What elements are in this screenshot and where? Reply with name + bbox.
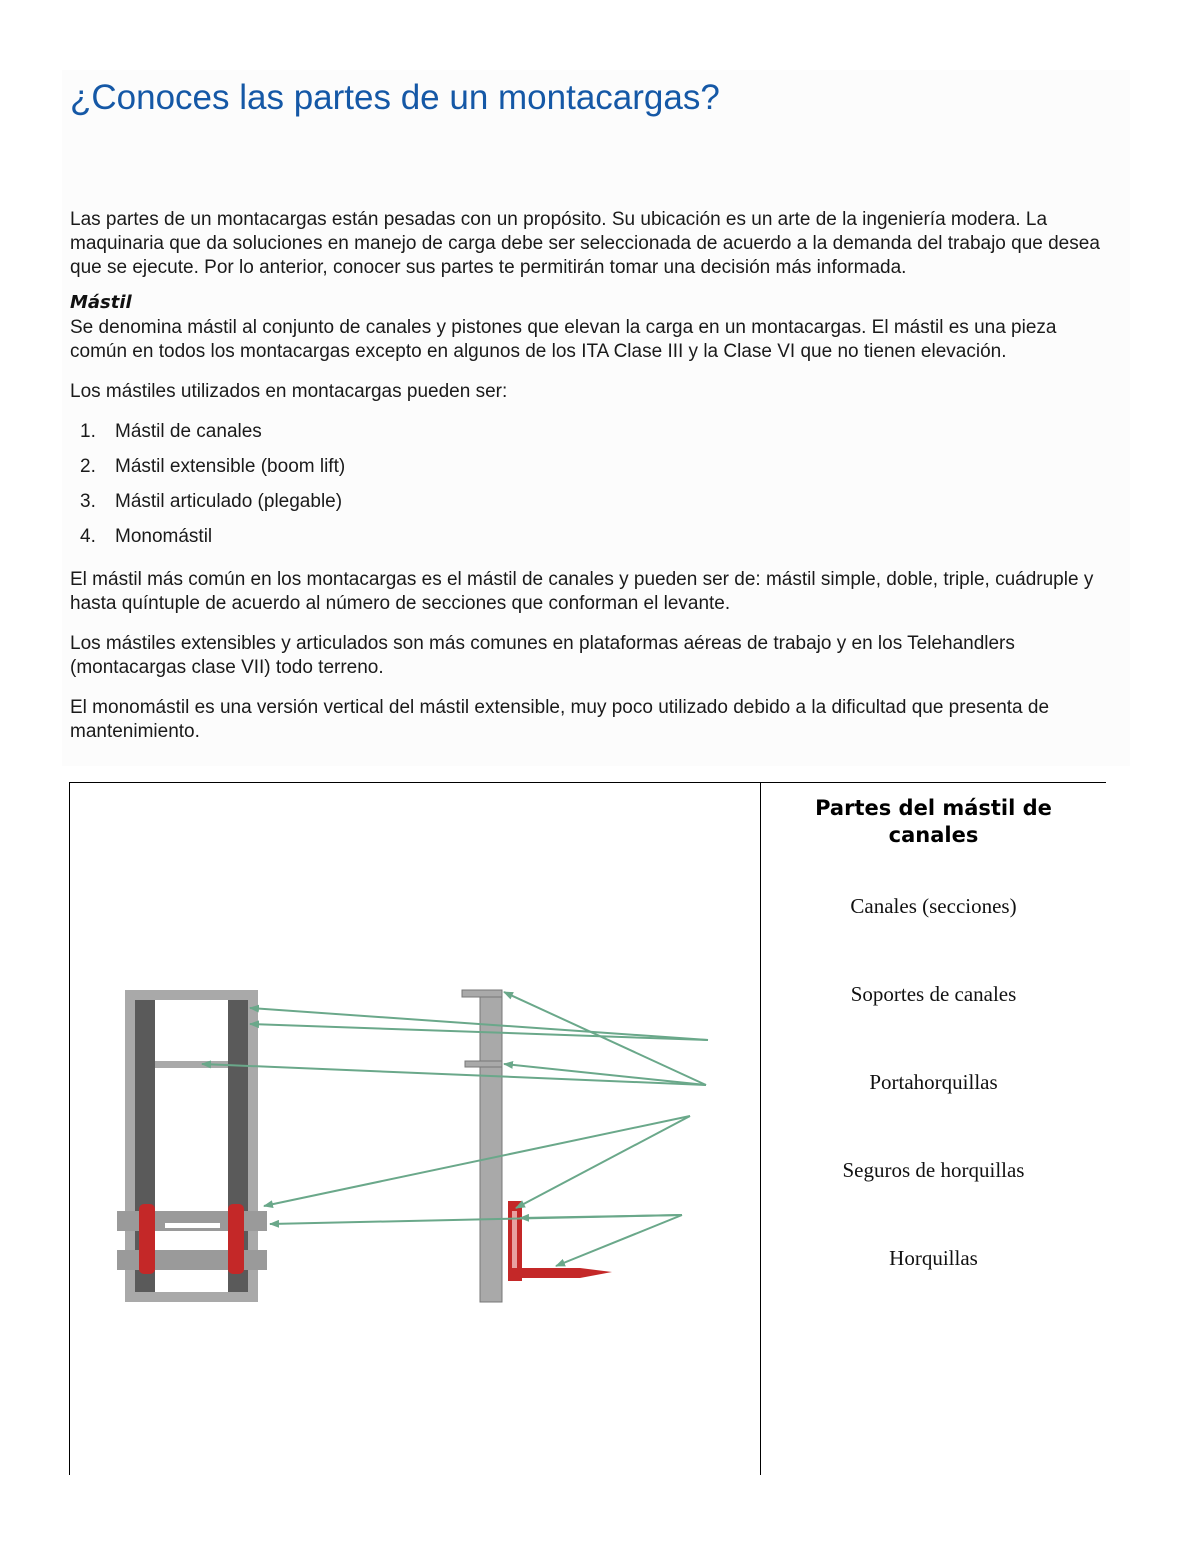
- legend-item-seguros: Seguros de horquillas: [842, 1158, 1025, 1182]
- article-body: [70, 208, 1115, 760]
- list-label: Mástil articulado (plegable): [115, 491, 343, 512]
- carriage-slot: [165, 1234, 220, 1239]
- top-crossbar: [125, 990, 258, 1000]
- fork-lock-left: [139, 1204, 155, 1274]
- side-top-support: [462, 990, 502, 997]
- side-middle-support: [465, 1061, 502, 1067]
- paragraph-common-mast: El mástil más común en los montacargas es el mástil de canales y pueden ser de: mástil simple, doble, triple, cuádruple y hasta quíntuple de acuerdo al número de secciones que conforman el levante.: [70, 569, 1094, 614]
- side-mast-body: [480, 990, 502, 1302]
- mastil-heading: Mástil: [70, 292, 132, 313]
- list-number: 2.: [80, 456, 96, 477]
- mastil-section: [70, 290, 1115, 364]
- legend-title: Partes del mástil de canales: [815, 796, 1052, 847]
- leader-arrow: [556, 1215, 682, 1266]
- leader-arrow: [504, 1064, 706, 1085]
- list-number: 3.: [80, 491, 96, 512]
- bottom-crossbar: [125, 1292, 258, 1302]
- paragraph-extensible: Los mástiles extensibles y articulados son más comunes en plataformas aéreas de trabajo y en los Telehandlers (montacargas clase VII) todo terreno.: [70, 633, 1015, 678]
- mast-diagram: [110, 968, 750, 1328]
- legend-item-canales: Canales (secciones): [850, 894, 1017, 918]
- leader-arrow: [264, 1116, 690, 1206]
- mast-types-list: [70, 420, 1115, 560]
- list-number: 4.: [80, 526, 96, 547]
- side-carriage-inner: [512, 1211, 517, 1273]
- leader-arrow: [250, 1008, 708, 1040]
- front-view-mast: [117, 990, 267, 1302]
- article: [62, 70, 1130, 766]
- leader-arrows: [202, 992, 708, 1266]
- leader-arrow: [516, 1116, 690, 1208]
- legend-item-soportes: Soportes de canales: [850, 982, 1017, 1006]
- side-fork: [508, 1268, 612, 1278]
- legend-item-portahorquillas: Portahorquillas: [869, 1070, 998, 1094]
- list-label: Mástil de canales: [115, 421, 262, 442]
- mast-parts-table: [69, 782, 1106, 1475]
- leader-arrow: [250, 1024, 708, 1040]
- list-item: [70, 490, 1115, 525]
- leader-arrow: [202, 1064, 706, 1085]
- page-title: ¿Conoces las partes de un montacargas?: [70, 78, 720, 117]
- intro-paragraph: Las partes de un montacargas están pesadas con un propósito. Su ubicación es un arte de la ingeniería modera. La maquinaria que da soluciones en manejo de carga debe ser seleccionada de acuerdo a la demanda del trabajo que desea que se ejecute. Por lo anterior, conocer sus partes te permitirán tomar una decisión más informada.: [70, 209, 1100, 278]
- fork-lock-right: [228, 1204, 244, 1274]
- list-label: Mástil extensible (boom lift): [115, 456, 346, 477]
- parts-legend: [761, 783, 1106, 1475]
- list-number: 1.: [80, 421, 96, 442]
- list-item: [70, 420, 1115, 455]
- legend-item-horquillas: Horquillas: [889, 1246, 978, 1270]
- list-item: [70, 455, 1115, 490]
- list-label: Monomástil: [115, 526, 213, 547]
- list-item: [70, 525, 1115, 560]
- paragraph-monomast: El monomástil es una versión vertical del mástil extensible, muy poco utilizado debido a la dificultad que presenta de mantenimiento.: [70, 697, 1050, 742]
- mastil-definition: Se denomina mástil al conjunto de canales y pistones que elevan la carga en un montacargas. El mástil es una pieza común en todos los montacargas excepto en algunos de los ITA Clase III y la Clase VI que no tienen elevación.: [70, 317, 1057, 362]
- carriage-slot: [165, 1223, 220, 1228]
- types-intro: Los mástiles utilizados en montacargas pueden ser:: [70, 381, 508, 402]
